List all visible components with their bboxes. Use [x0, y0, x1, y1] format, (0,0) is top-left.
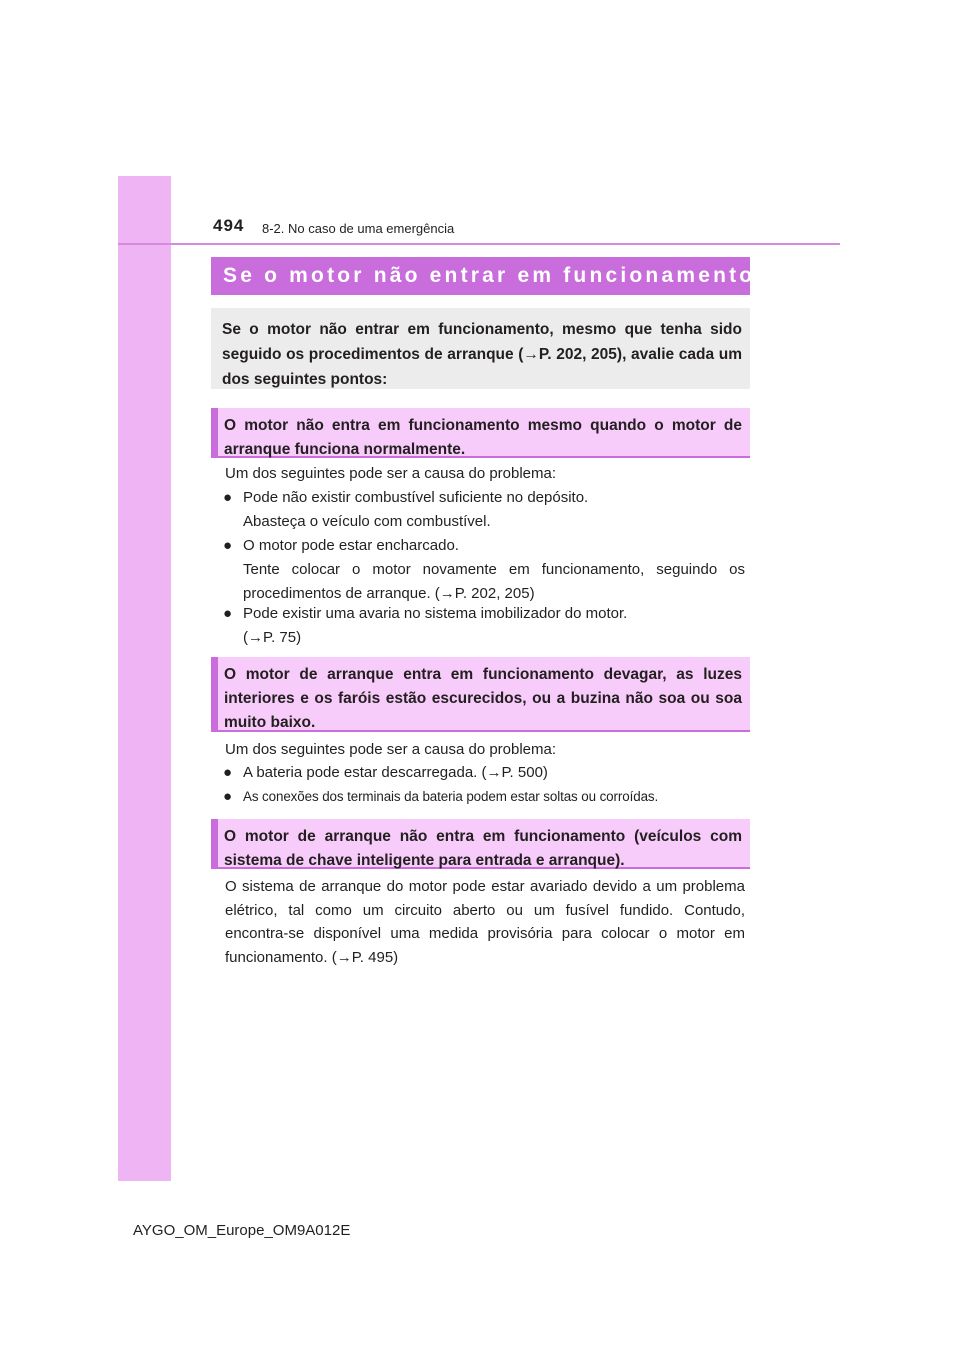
case1-heading: O motor não entra em funcionamento mesmo quando o motor de arranque funciona normalmente.	[211, 408, 750, 458]
case1-item-2-line2: Tente colocar o motor novamente em funcionamento, seguindo os procedimentos de arranque. (→P. 202, 205)	[243, 561, 745, 602]
case1-item-3-line1: Pode existir uma avaria no sistema imobilizador do motor.	[243, 605, 628, 622]
bullet-icon: ●	[223, 537, 233, 554]
breadcrumb: 8-2. No caso de uma emergência	[262, 221, 455, 236]
case1-item-1	[243, 486, 745, 534]
bullet-icon: ●	[223, 764, 233, 781]
case1-item-3-line2: (→P. 75)	[243, 629, 302, 646]
bullet-icon: ●	[223, 489, 233, 506]
header-divider	[118, 243, 840, 245]
case2-item-1: A bateria pode estar descarregada. (→P. 500)	[243, 764, 548, 781]
case1-item-2	[243, 534, 745, 606]
case1-item-2-line1: O motor pode estar encharcado.	[243, 537, 459, 554]
section-title: Se o motor não entrar em funcionamento	[211, 257, 750, 295]
case1-item-3	[243, 602, 745, 650]
chapter-side-tab	[118, 176, 171, 1181]
case2-item-2: As conexões dos terminais da bateria podem estar soltas ou corroídas.	[243, 789, 659, 804]
case3-heading: O motor de arranque não entra em funcionamento (veículos com sistema de chave inteligente para entrada e arranque).	[211, 819, 750, 869]
case1-lead: Um dos seguintes pode ser a causa do problema:	[225, 465, 557, 482]
page-number: 494	[213, 216, 245, 235]
case1-item-1-line1: Pode não existir combustível suficiente no depósito.	[243, 489, 589, 506]
case2-heading: O motor de arranque entra em funcionamento devagar, as luzes interiores e os faróis estão escurecidos, ou a buzina não soa ou soa muito baixo.	[211, 657, 750, 732]
bullet-icon: ●	[223, 605, 233, 622]
intro-box: Se o motor não entrar em funcionamento, mesmo que tenha sido seguido os procedimentos de arranque (→P. 202, 205), avalie cada um dos seguintes pontos:	[211, 308, 750, 389]
case1-item-1-line2: Abasteça o veículo com combustível.	[243, 513, 491, 530]
bullet-icon: ●	[223, 788, 233, 805]
case2-lead: Um dos seguintes pode ser a causa do problema:	[225, 741, 557, 758]
footer-code: AYGO_OM_Europe_OM9A012E	[133, 1222, 351, 1239]
case3-text: O sistema de arranque do motor pode estar avariado devido a um problema elétrico, tal como um circuito aberto ou um fusível fundido. Contudo, encontra-se disponível uma medida provisória para colocar o motor em funcionamento. (→P. 495)	[225, 878, 745, 966]
